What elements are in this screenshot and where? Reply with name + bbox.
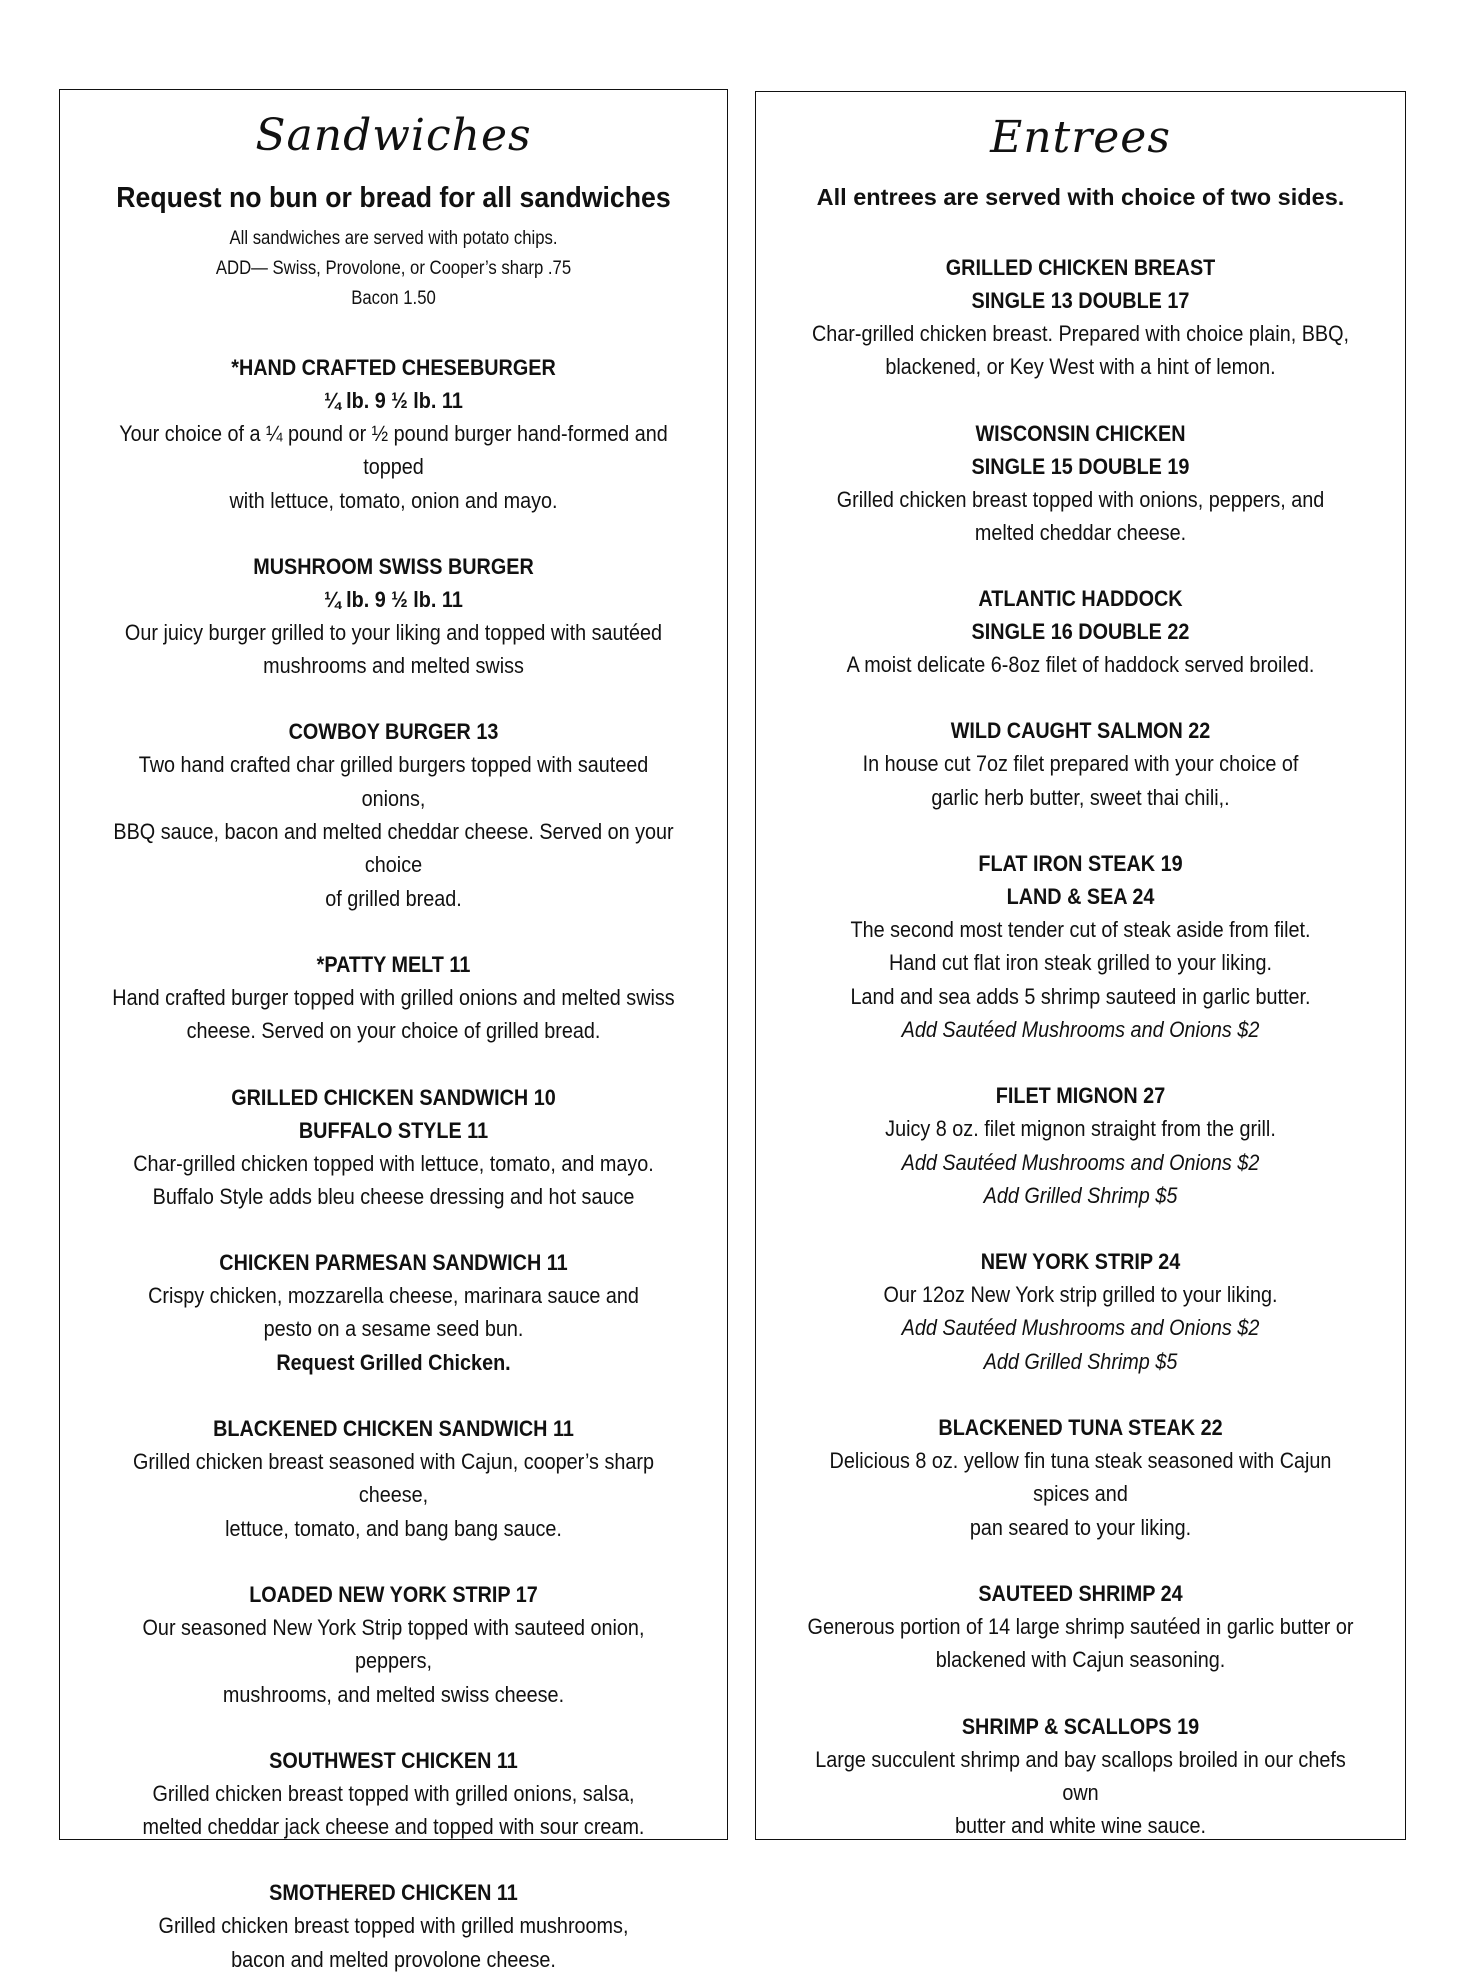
menu-item-wild-caught-salmon bbox=[770, 714, 1391, 814]
entrees-title: Entrees bbox=[990, 112, 1171, 163]
item-description: A moist delicate 6-8oz filet of haddock served broiled. bbox=[846, 652, 1315, 678]
sandwiches-lead: Request no bun or bread for all sandwiches bbox=[116, 182, 671, 214]
sandwiches-title: Sandwiches bbox=[255, 110, 532, 161]
item-name: FLAT IRON STEAK 19 bbox=[978, 851, 1183, 877]
item-description: Your choice of a ¼ pound or ½ pound burger hand-formed and topped bbox=[119, 421, 668, 480]
item-description: of grilled bread. bbox=[325, 885, 462, 911]
item-name: GRILLED CHICKEN SANDWICH 10 bbox=[231, 1084, 556, 1110]
menu-item-southwest-chicken bbox=[74, 1744, 713, 1844]
item-name: BLACKENED TUNA STEAK 22 bbox=[938, 1415, 1223, 1441]
item-description: Grilled chicken breast topped with grilled mushrooms, bbox=[158, 1913, 629, 1939]
item-description: Land and sea adds 5 shrimp sauteed in garlic butter. bbox=[850, 983, 1311, 1009]
menu-item-grilled-chicken-breast bbox=[770, 251, 1391, 384]
menu-item-chicken-parmesan-sandwich bbox=[74, 1246, 713, 1379]
entrees-panel bbox=[755, 91, 1406, 1840]
item-name: WILD CAUGHT SALMON 22 bbox=[950, 718, 1211, 744]
item-name: SAUTEED SHRIMP 24 bbox=[978, 1580, 1183, 1606]
item-description: Grilled chicken breast topped with onions, peppers, and bbox=[836, 486, 1325, 512]
item-name: NEW YORK STRIP 24 bbox=[980, 1249, 1181, 1275]
item-name: SMOTHERED CHICKEN 11 bbox=[269, 1880, 518, 1906]
item-price: SINGLE 15 DOUBLE 19 bbox=[971, 453, 1190, 479]
menu-item-loaded-new-york-strip bbox=[74, 1578, 713, 1711]
menu-item-mushroom-swiss-burger bbox=[74, 550, 713, 683]
item-description: Our juicy burger grilled to your liking and topped with sautéed bbox=[124, 619, 663, 645]
menu-item-blackened-tuna-steak bbox=[770, 1411, 1391, 1544]
item-description: blackened with Cajun seasoning. bbox=[935, 1647, 1226, 1673]
item-description: Crispy chicken, mozzarella cheese, marinara sauce and bbox=[148, 1283, 639, 1309]
item-addon: Add Sautéed Mushrooms and Onions $2 bbox=[901, 1315, 1260, 1341]
item-description: Grilled chicken breast seasoned with Cajun, cooper’s sharp cheese, bbox=[133, 1449, 654, 1508]
item-description: melted cheddar cheese. bbox=[974, 519, 1187, 545]
menu-item-patty-melt bbox=[74, 948, 713, 1048]
item-description: garlic herb butter, sweet thai chili,. bbox=[931, 784, 1230, 810]
item-description: Char-grilled chicken breast. Prepared with choice plain, BBQ, bbox=[811, 321, 1350, 346]
item-price: ¼ lb. 9 ½ lb. 11 bbox=[324, 586, 463, 612]
item-addon: Add Grilled Shrimp $5 bbox=[983, 1182, 1178, 1208]
menu-item-atlantic-haddock bbox=[770, 582, 1391, 681]
item-description: Our seasoned New York Strip topped with sauteed onion, peppers, bbox=[142, 1614, 645, 1674]
item-name: FILET MIGNON 27 bbox=[995, 1083, 1166, 1109]
item-description: In house cut 7oz filet prepared with your choice of bbox=[862, 751, 1299, 777]
item-description: Char-grilled chicken topped with lettuce, tomato, and mayo. bbox=[133, 1150, 654, 1176]
item-note: Request Grilled Chicken. bbox=[276, 1349, 511, 1375]
item-addon: Add Sautéed Mushrooms and Onions $2 bbox=[901, 1149, 1260, 1175]
item-description: The second most tender cut of steak aside from filet. bbox=[850, 917, 1311, 943]
item-description: lettuce, tomato, and bang bang sauce. bbox=[225, 1515, 562, 1541]
item-variant: LAND & SEA 24 bbox=[1006, 884, 1155, 910]
item-name: *PATTY MELT 11 bbox=[316, 951, 471, 977]
menu-item-wisconsin-chicken bbox=[770, 417, 1391, 550]
menu-item-grilled-chicken-sandwich bbox=[74, 1081, 713, 1214]
item-description: Juicy 8 oz. filet mignon straight from the grill. bbox=[885, 1116, 1276, 1142]
item-description: Delicious 8 oz. yellow fin tuna steak seasoned with Cajun spices and bbox=[829, 1448, 1332, 1507]
item-description: with lettuce, tomato, onion and mayo. bbox=[229, 487, 558, 513]
item-price: SINGLE 13 DOUBLE 17 bbox=[971, 288, 1190, 313]
item-description: blackened, or Key West with a hint of lemon. bbox=[885, 354, 1276, 380]
item-price: ¼ lb. 9 ½ lb. 11 bbox=[324, 388, 463, 413]
item-description: Large succulent shrimp and bay scallops broiled in our chefs own bbox=[815, 1746, 1346, 1805]
item-description: bacon and melted provolone cheese. bbox=[231, 1946, 556, 1972]
item-description: Hand crafted burger topped with grilled onions and melted swiss bbox=[112, 984, 675, 1010]
item-name: GRILLED CHICKEN BREAST bbox=[945, 255, 1216, 280]
item-description: Two hand crafted char grilled burgers topped with sauteed onions, bbox=[138, 752, 649, 811]
item-description: pesto on a sesame seed bun. bbox=[263, 1316, 524, 1342]
sandwiches-note: All sandwiches are served with potato chips. bbox=[229, 228, 558, 249]
item-description: Our 12oz New York strip grilled to your liking. bbox=[883, 1282, 1278, 1308]
item-name: ATLANTIC HADDOCK bbox=[978, 586, 1183, 612]
item-name: SHRIMP & SCALLOPS 19 bbox=[961, 1713, 1200, 1739]
menu-item-flat-iron-steak bbox=[770, 847, 1391, 1046]
menu-item-sauteed-shrimp bbox=[770, 1577, 1391, 1677]
item-name: WISCONSIN CHICKEN bbox=[975, 420, 1186, 446]
item-description: Buffalo Style adds bleu cheese dressing and hot sauce bbox=[152, 1183, 635, 1209]
sandwiches-note: Bacon 1.50 bbox=[351, 288, 436, 309]
item-description: Generous portion of 14 large shrimp sautéed in garlic butter or bbox=[807, 1613, 1354, 1639]
menu-item-new-york-strip bbox=[770, 1245, 1391, 1378]
sandwiches-panel bbox=[59, 89, 728, 1972]
item-name: BLACKENED CHICKEN SANDWICH 11 bbox=[213, 1416, 574, 1442]
entrees-lead: All entrees are served with choice of two sides. bbox=[816, 184, 1345, 210]
item-name: LOADED NEW YORK STRIP 17 bbox=[249, 1581, 538, 1607]
menu-item-shrimp-and-scallops bbox=[770, 1710, 1391, 1843]
item-description: Grilled chicken breast topped with grilled onions, salsa, bbox=[152, 1780, 635, 1806]
item-description: pan seared to your liking. bbox=[969, 1514, 1192, 1540]
menu-item-hand-crafted-cheseburger bbox=[74, 351, 713, 517]
item-name: CHICKEN PARMESAN SANDWICH 11 bbox=[219, 1250, 568, 1276]
menu-item-filet-mignon bbox=[770, 1079, 1391, 1212]
menu-item-smothered-chicken bbox=[74, 1876, 713, 1976]
item-addon: Add Sautéed Mushrooms and Onions $2 bbox=[901, 1016, 1260, 1042]
item-name: MUSHROOM SWISS BURGER bbox=[253, 553, 534, 579]
item-description: mushrooms, and melted swiss cheese. bbox=[222, 1681, 565, 1707]
menu-item-cowboy-burger bbox=[74, 715, 713, 914]
sandwiches-note: ADD— Swiss, Provolone, or Cooper’s sharp .75 bbox=[215, 258, 572, 279]
item-name: COWBOY BURGER 13 bbox=[288, 719, 499, 745]
item-description: BBQ sauce, bacon and melted cheddar cheese. Served on your choice bbox=[113, 819, 674, 878]
item-description: butter and white wine sauce. bbox=[955, 1813, 1206, 1839]
item-price: SINGLE 16 DOUBLE 22 bbox=[971, 619, 1190, 645]
item-name: *HAND CRAFTED CHESEBURGER bbox=[231, 355, 556, 380]
menu-item-blackened-chicken-sandwich bbox=[74, 1412, 713, 1545]
item-description: mushrooms and melted swiss bbox=[263, 653, 524, 679]
item-description: melted cheddar jack cheese and topped with sour cream. bbox=[142, 1814, 645, 1840]
item-description: Hand cut flat iron steak grilled to your liking. bbox=[888, 950, 1272, 976]
item-description: cheese. Served on your choice of grilled bread. bbox=[186, 1018, 601, 1044]
item-name: SOUTHWEST CHICKEN 11 bbox=[269, 1747, 518, 1773]
item-variant: BUFFALO STYLE 11 bbox=[298, 1117, 489, 1143]
item-addon: Add Grilled Shrimp $5 bbox=[983, 1348, 1178, 1374]
